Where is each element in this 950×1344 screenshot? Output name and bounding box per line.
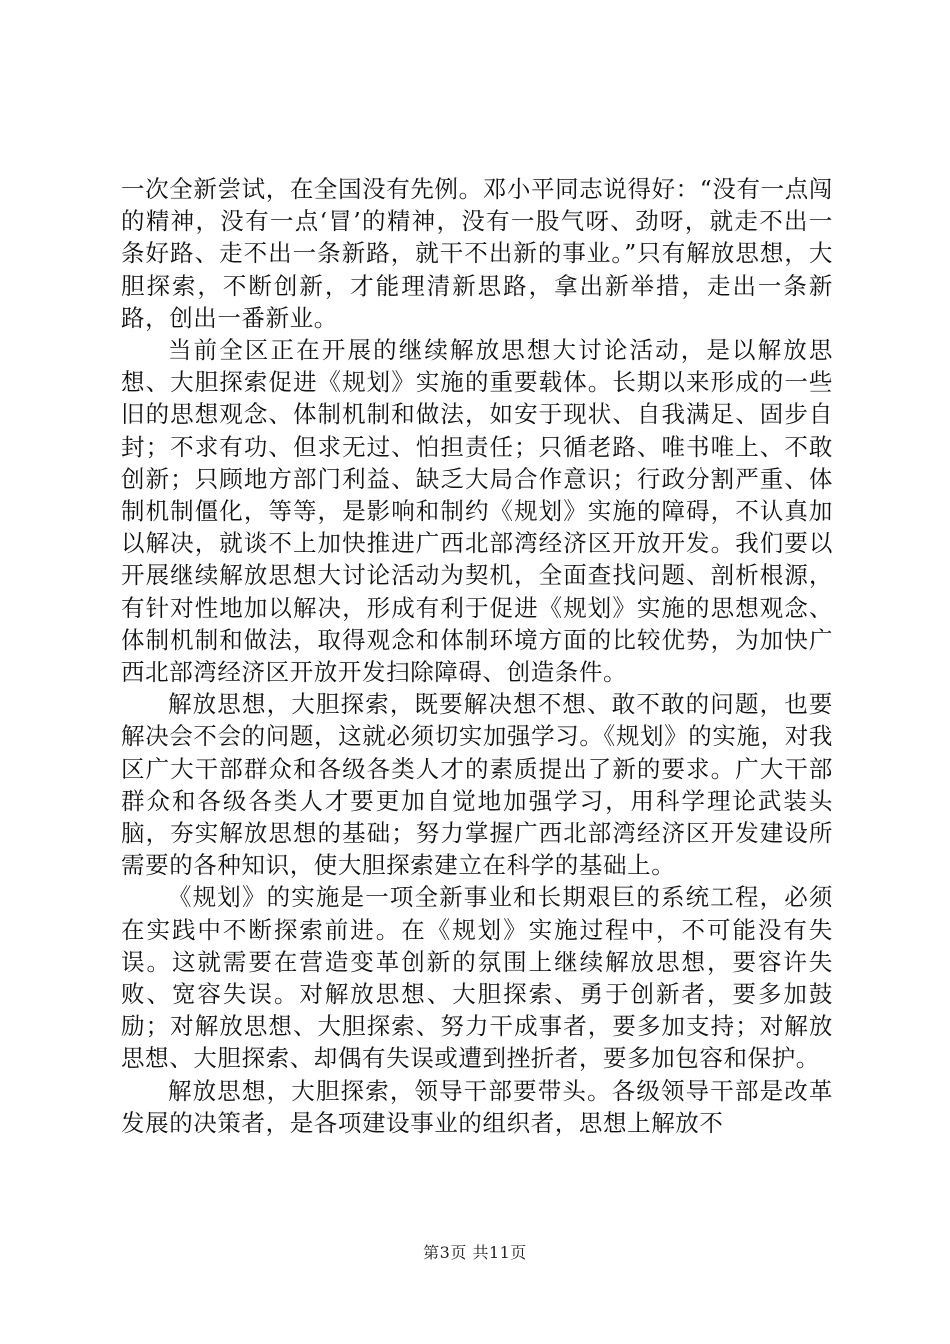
paragraph-leaders-take-lead: 解放思想，大胆探索，领导干部要带头。各级领导干部是改革发展的决策者，是各项建设事业的组织者，思想上解放不	[121, 1076, 833, 1137]
document-body	[121, 173, 833, 1139]
page-number-footer: 第3页 共11页	[423, 1243, 527, 1262]
paragraph-continuation: 一次全新尝试，在全国没有先例。邓小平同志说得好：“没有一点闯的精神，没有一点‘冒’的精神，没有一股气呀、劲呀，就走不出一条好路、走不出一条新路，就干不出新的事业。”只有解放思想，大胆探索，不断创新，才能理清新思路，拿出新举措，走出一条新路，创出一番新业。	[121, 175, 833, 332]
paragraph-strengthen-learning: 解放思想，大胆探索，既要解决想不想、敢不敢的问题，也要解决会不会的问题，这就必须切实加强学习。《规划》的实施，对我区广大干部群众和各级各类人才的素质提出了新的要求。广大干部群众和各级各类人才要更加自觉地加强学习，用科学理论武装头脑，夯实解放思想的基础；努力掌握广西北部湾经济区开发建设所需要的各种知识，使大胆探索建立在科学的基础上。	[121, 690, 833, 880]
paragraph-discussion-activity: 当前全区正在开展的继续解放思想大讨论活动，是以解放思想、大胆探索促进《规划》实施的重要载体。长期以来形成的一些旧的思想观念、体制机制和做法，如安于现状、自我满足、固步自封；不求有功、但求无过、怕担责任；只循老路、唯书唯上、不敢创新；只顾地方部门利益、缺乏大局合作意识；行政分割严重、体制机制僵化，等等，是影响和制约《规划》实施的障碍，不认真加以解决，就谈不上加快推进广西北部湾经济区开放开发。我们要以开展继续解放思想大讨论活动为契机，全面查找问题、剖析根源，有针对性地加以解决，形成有利于促进《规划》实施的思想观念、体制机制和做法，取得观念和体制环境方面的比较优势，为加快广西北部湾经济区开放开发扫除障碍、创造条件。	[121, 336, 833, 687]
paragraph-tolerate-failure: 《规划》的实施是一项全新事业和长期艰巨的系统工程，必须在实践中不断探索前进。在《规划》实施过程中，不可能没有失误。这就需要在营造变革创新的氛围上继续解放思想，要容许失败、宽容失误。对解放思想、大胆探索、勇于创新者，要多加鼓励；对解放思想、大胆探索、努力干成事者，要多加支持；对解放思想、大胆探索、却偶有失误或遭到挫折者，要多加包容和保护。	[121, 883, 833, 1073]
